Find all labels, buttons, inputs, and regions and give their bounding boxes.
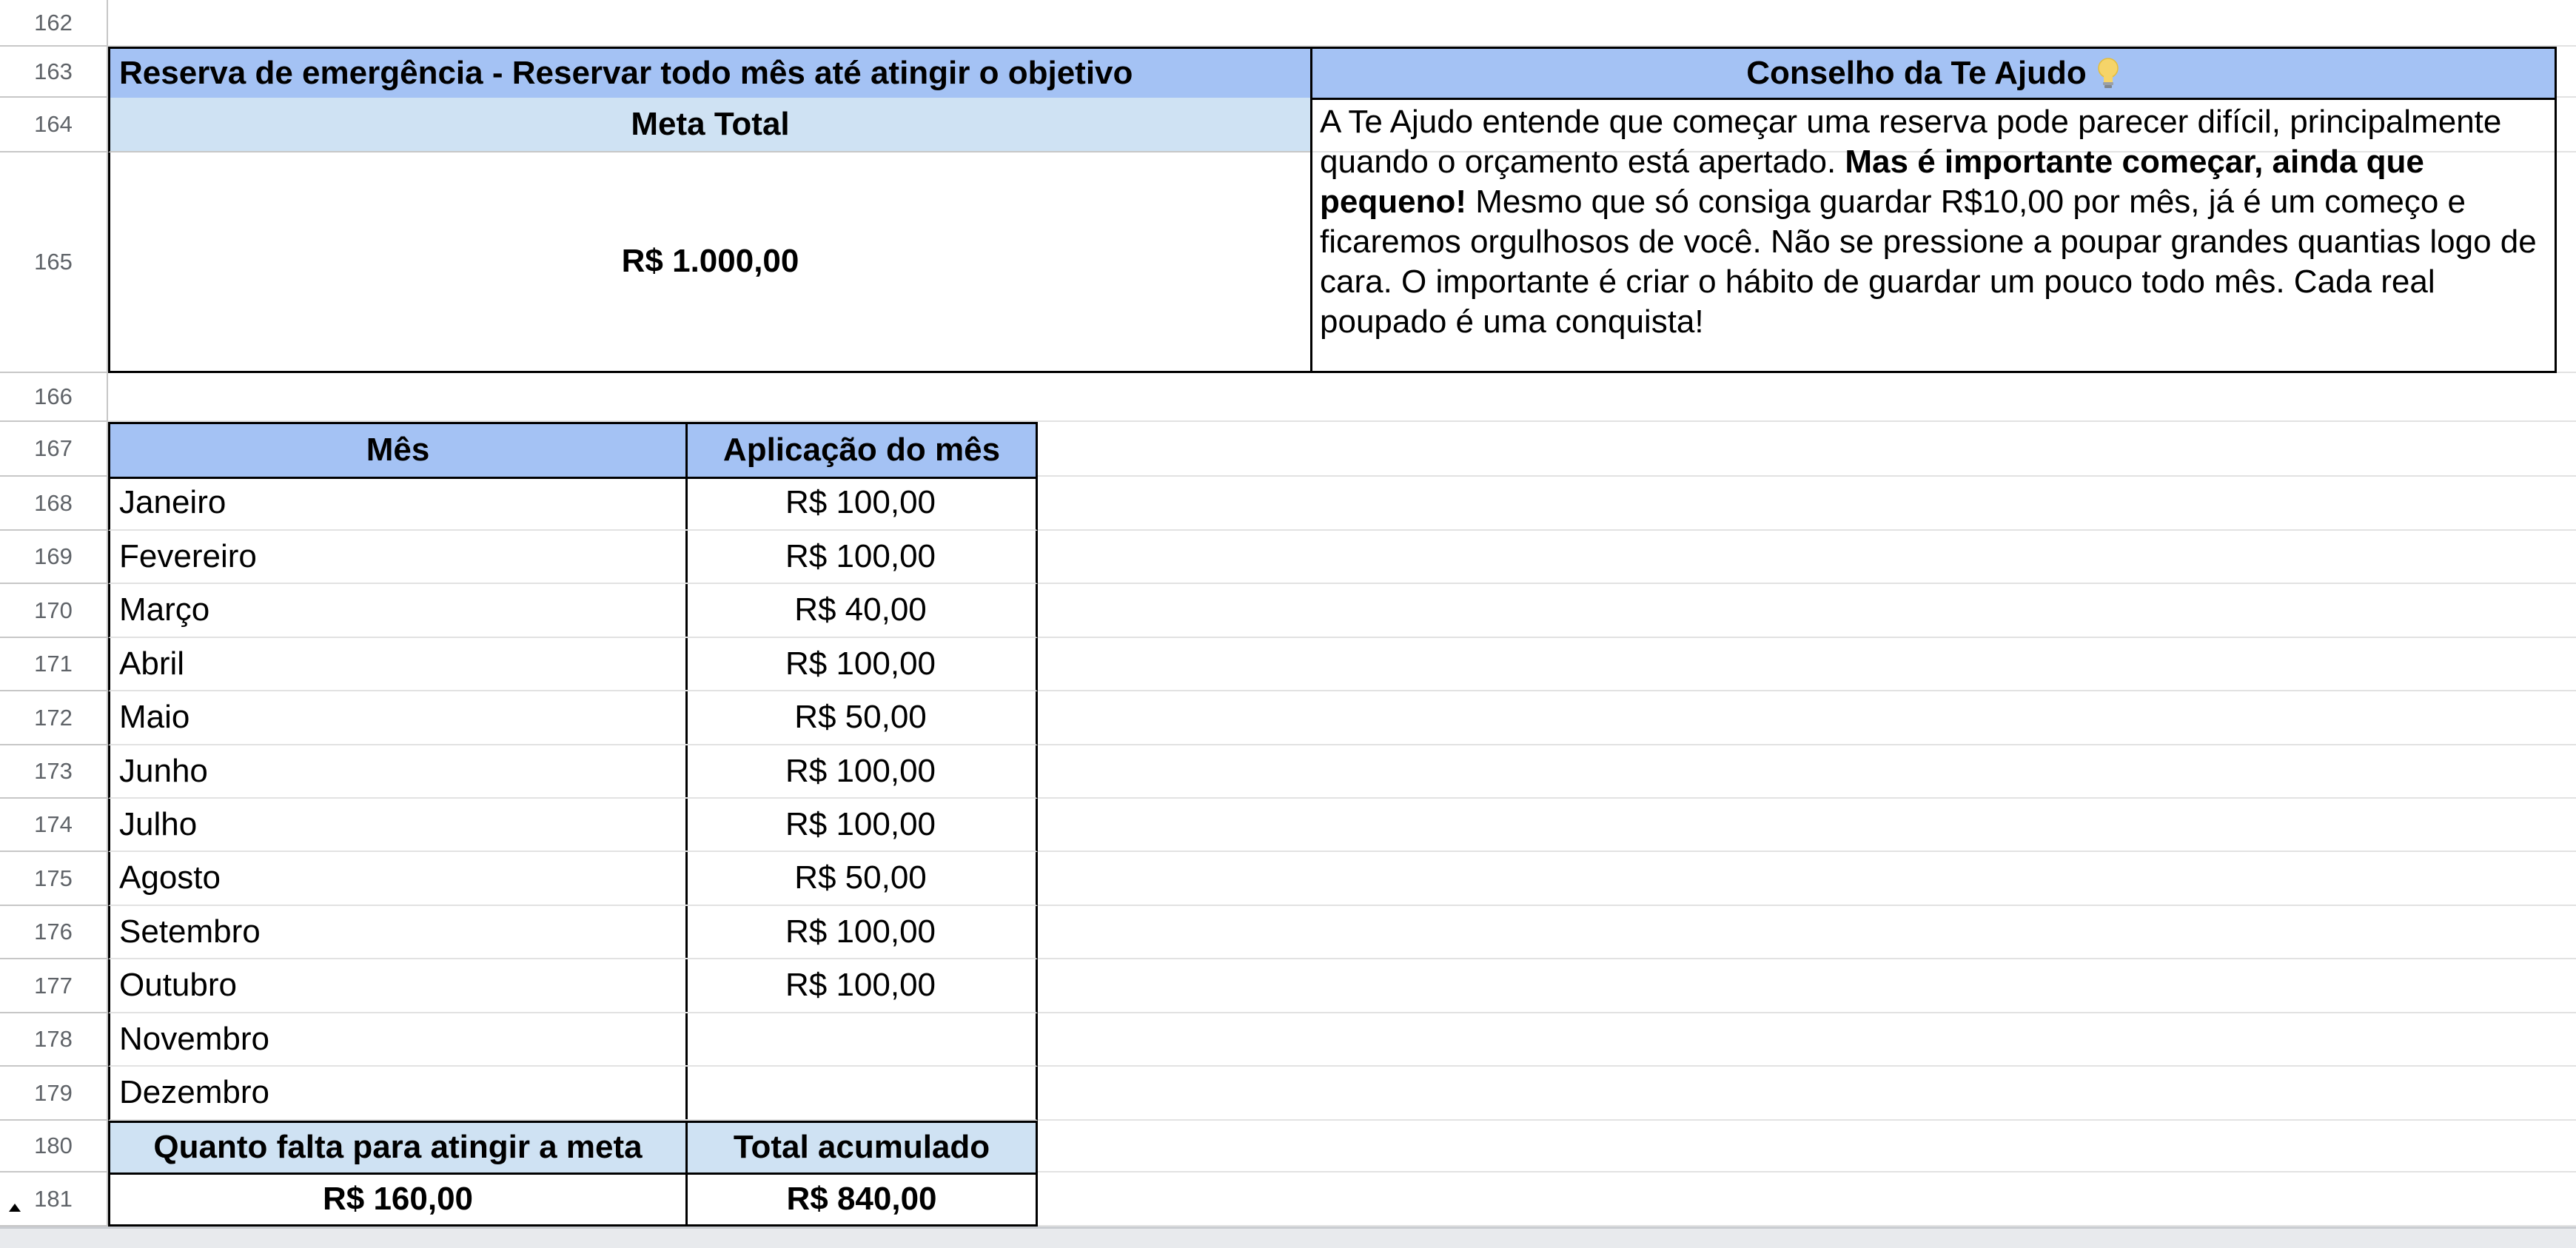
advice-text-cell[interactable]: [1310, 98, 2557, 373]
advice-title: Conselho da Te Ajudo: [1746, 54, 2087, 91]
month-cell[interactable]: [108, 745, 688, 799]
month-name: Junho: [119, 752, 208, 789]
month-cell[interactable]: [108, 691, 688, 745]
row-header[interactable]: 162: [0, 0, 108, 47]
month-name: Janeiro: [119, 484, 227, 521]
month-cell[interactable]: [108, 799, 688, 852]
row-header[interactable]: 177: [0, 959, 108, 1013]
total-label: Total acumulado: [733, 1129, 990, 1166]
amount-cell[interactable]: [685, 959, 1038, 1013]
amount-value: R$ 100,00: [785, 967, 936, 1004]
row-header[interactable]: 178: [0, 1013, 108, 1067]
advice-text-bold: Mas é importante começar, ainda que pequeno!: [1320, 144, 2424, 220]
amount-value: R$ 40,00: [794, 591, 927, 628]
advice-text-part2: Mesmo que só consiga guardar R$10,00 por mês, já é um começo e ficaremos orgulhosos de você. Não se pressione a poupar grandes quantias logo de cara. O importante é criar o hábito de guardar um pouco todo mês. Cada real poupado é uma conquista!: [1320, 184, 2537, 340]
month-cell[interactable]: [108, 638, 688, 691]
month-cell[interactable]: [108, 531, 688, 584]
row-header[interactable]: 179: [0, 1067, 108, 1121]
row-header[interactable]: 171: [0, 638, 108, 691]
amount-value: R$ 100,00: [785, 913, 936, 950]
amount-column-header[interactable]: [685, 422, 1038, 479]
month-cell[interactable]: [108, 1067, 688, 1121]
meta-total-value-cell[interactable]: [108, 152, 1312, 373]
amount-cell[interactable]: [685, 691, 1038, 745]
amount-cell[interactable]: [685, 638, 1038, 691]
month-cell[interactable]: [108, 852, 688, 906]
row-header[interactable]: 175: [0, 852, 108, 906]
horizontal-scrollbar[interactable]: [0, 1227, 2576, 1248]
row-header[interactable]: 170: [0, 584, 108, 638]
reserve-title: Reserva de emergência - Reservar todo mês até atingir o objetivo: [119, 54, 1133, 91]
month-cell[interactable]: [108, 906, 688, 959]
amount-cell[interactable]: [685, 745, 1038, 799]
month-name: Abril: [119, 645, 185, 682]
amount-cell[interactable]: [685, 531, 1038, 584]
amount-value: R$ 100,00: [785, 752, 936, 789]
row-header[interactable]: 180: [0, 1121, 108, 1172]
amount-value: R$ 100,00: [785, 645, 936, 682]
row-header[interactable]: 176: [0, 906, 108, 959]
advice-title-cell[interactable]: [1310, 47, 2557, 100]
total-value-cell[interactable]: [685, 1172, 1038, 1227]
amount-cell[interactable]: [685, 477, 1038, 531]
advice-text-part1: A Te Ajudo entende que começar uma reserva pode parecer difícil, principalmente quando o orçamento está apertado.: [1320, 104, 2502, 180]
month-cell[interactable]: [108, 584, 688, 638]
remaining-label-cell[interactable]: [108, 1121, 688, 1175]
month-name: Setembro: [119, 913, 261, 950]
month-header-label: Mês: [366, 432, 430, 469]
reserve-title-cell[interactable]: [108, 47, 1312, 100]
total-value: R$ 840,00: [786, 1181, 937, 1218]
amount-cell[interactable]: [685, 852, 1038, 906]
month-name: Julho: [119, 805, 198, 842]
lightbulb-icon: [2096, 57, 2121, 90]
month-column-header[interactable]: [108, 422, 688, 479]
amount-cell[interactable]: [685, 906, 1038, 959]
remaining-value: R$ 160,00: [322, 1181, 474, 1218]
month-name: Fevereiro: [119, 537, 257, 574]
month-name: Março: [119, 591, 210, 628]
row-header[interactable]: 169: [0, 531, 108, 584]
amount-cell[interactable]: [685, 799, 1038, 852]
remaining-label: Quanto falta para atingir a meta: [153, 1129, 643, 1166]
row-header[interactable]: 181: [0, 1172, 108, 1227]
row-header[interactable]: 168: [0, 477, 108, 531]
month-name: Agosto: [119, 859, 221, 896]
month-name: Maio: [119, 699, 190, 736]
row-header[interactable]: 172: [0, 691, 108, 745]
amount-value: R$ 50,00: [794, 859, 927, 896]
month-cell[interactable]: [108, 1013, 688, 1067]
row-header[interactable]: 174: [0, 799, 108, 852]
amount-value: R$ 50,00: [794, 699, 927, 736]
amount-value: R$ 100,00: [785, 805, 936, 842]
amount-cell[interactable]: [685, 1013, 1038, 1067]
amount-header-label: Aplicação do mês: [722, 432, 1001, 469]
row-header[interactable]: 165: [0, 152, 108, 373]
month-name: Dezembro: [119, 1074, 269, 1111]
amount-value: R$ 100,00: [785, 484, 936, 521]
row-header[interactable]: 173: [0, 745, 108, 799]
row-header[interactable]: 163: [0, 47, 108, 98]
row-header[interactable]: 164: [0, 98, 108, 152]
row-header[interactable]: 166: [0, 373, 108, 422]
collapse-triangle-icon[interactable]: [9, 1204, 21, 1212]
amount-value: R$ 100,00: [785, 537, 936, 574]
meta-total-label: Meta Total: [631, 105, 790, 142]
remaining-value-cell[interactable]: [108, 1172, 688, 1227]
meta-total-value: R$ 1.000,00: [621, 243, 799, 280]
month-cell[interactable]: [108, 477, 688, 531]
month-name: Outubro: [119, 967, 237, 1004]
month-name: Novembro: [119, 1020, 269, 1057]
amount-cell[interactable]: [685, 584, 1038, 638]
row-header[interactable]: 167: [0, 422, 108, 477]
month-cell[interactable]: [108, 959, 688, 1013]
total-label-cell[interactable]: [685, 1121, 1038, 1175]
amount-cell[interactable]: [685, 1067, 1038, 1121]
meta-total-label-cell[interactable]: [108, 98, 1312, 152]
